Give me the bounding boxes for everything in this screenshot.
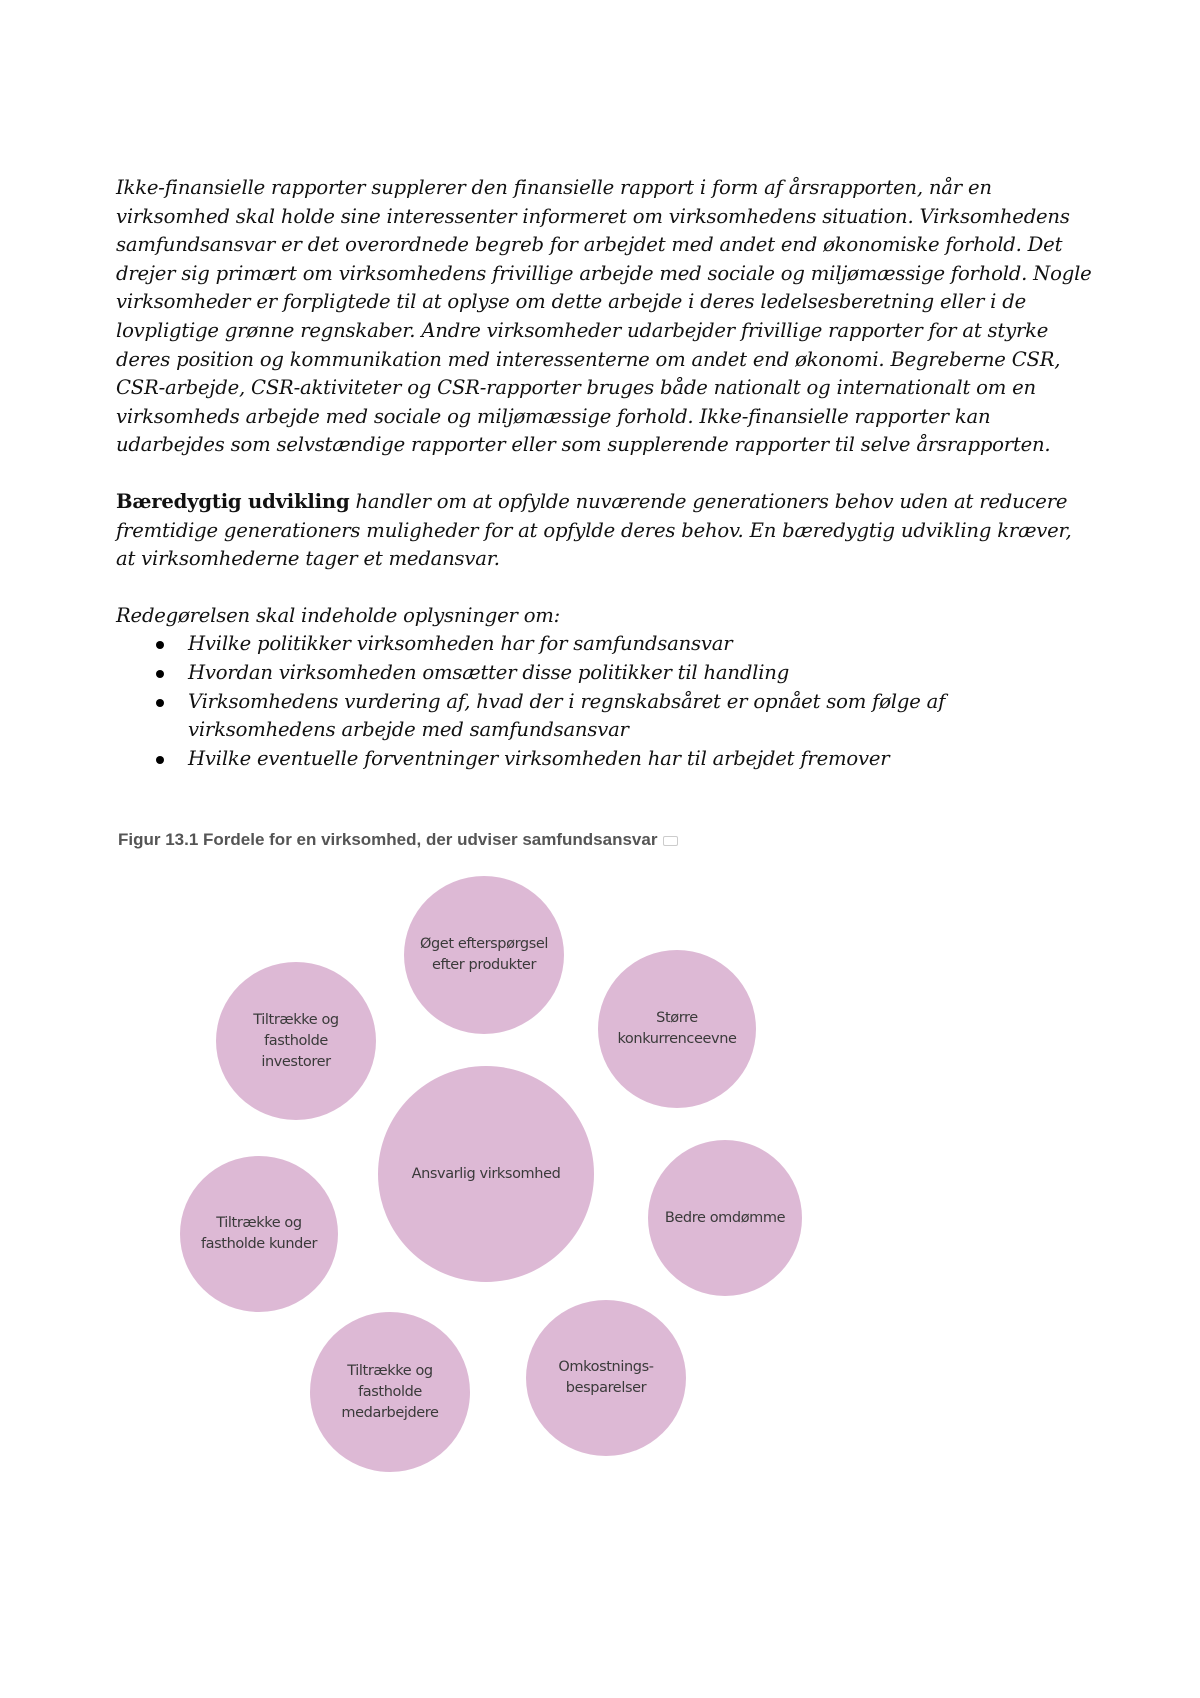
benefit-circle-employees	[310, 1312, 470, 1472]
document-body	[116, 174, 1096, 773]
list-item-text: Hvilke politikker virksomheden har for samfundsansvar	[188, 632, 733, 656]
benefit-label: Større konkurrenceevne	[617, 1010, 737, 1047]
benefit-circle-cost-savings	[526, 1300, 686, 1456]
benefit-label: Tiltrække og fastholde kunder	[200, 1215, 318, 1252]
list-item	[188, 659, 1096, 688]
requirements-list	[116, 630, 1096, 773]
list-item	[188, 688, 1096, 745]
bullet-icon	[156, 641, 164, 649]
figure-caption	[118, 830, 678, 850]
intro-paragraph: Ikke-finansielle rapporter supplerer den finansielle rapport i form af årsrapporten, når en virksomhed skal holde sine interessenter informeret om virksomhedens situation. Virksomhedens samfundsansvar er det overordnede begreb for arbejdet med andet end økonomiske forhold. Det drejer sig primært om virksomhedens frivillige arbejde med sociale og miljømæssige forhold. Nogle virksomheder er forpligtede til at oplyse om dette arbejde i deres ledelsesberetning eller i de lovpligtige grønne regnskaber. Andre virksomheder udarbejder frivillige rapporter for at styrke deres position og kommunikation med interessenterne om andet end økonomi. Begreberne CSR, CSR-arbejde, CSR-aktiviteter og CSR-rapporter bruges både nationalt og internationalt om en virksomheds arbejde med sociale og miljømæssige forhold. Ikke-finansielle rapporter kan udarbejdes som selvstændige rapporter eller som supplerende rapporter til selve årsrapporten.	[116, 176, 1092, 457]
benefit-circle-customers	[180, 1156, 338, 1312]
list-item	[188, 630, 1096, 659]
list-item-text: Hvilke eventuelle forventninger virksomheden har til arbejdet fremover	[188, 746, 890, 770]
benefit-circle-competitiveness	[598, 950, 756, 1108]
list-item-text: Virksomhedens vurdering af, hvad der i regnskabsåret er opnået som følge af virksomhedens arbejde med samfundsansvar	[188, 689, 946, 742]
bullet-icon	[156, 670, 164, 678]
caption-link-icon	[663, 836, 678, 846]
bullet-icon	[156, 756, 164, 764]
bullet-icon	[156, 699, 164, 707]
sustainability-term: Bæredygtig udvikling	[116, 489, 350, 513]
sustainability-definition: handler om at opfylde nuværende generationers behov uden at reducere fremtidige generationers muligheder for at opfylde deres behov. En bæredygtig udvikling kræver, at virksomhederne tager et medansvar.	[116, 489, 1072, 571]
benefit-label: Bedre omdømme	[664, 1209, 786, 1226]
list-item	[188, 745, 1096, 774]
benefit-circle-reputation	[648, 1140, 802, 1296]
benefit-label: Tiltrække og fastholde medarbejdere	[341, 1362, 439, 1421]
center-circle-label: Ansvarlig virksomhed	[411, 1165, 561, 1182]
list-intro: Redegørelsen skal indeholde oplysninger om:	[116, 603, 561, 627]
list-item-text: Hvordan virksomheden omsætter disse politikker til handling	[188, 660, 790, 684]
benefit-circle-investors	[216, 962, 376, 1120]
benefit-label: Øget efterspørgsel efter produkter	[419, 936, 548, 973]
sustainability-paragraph	[116, 488, 1096, 574]
benefit-circle-demand	[404, 876, 564, 1034]
benefit-label: Tiltrække og fastholde investorer	[253, 1011, 339, 1070]
figure-caption-text: Figur 13.1 Fordele for en virksomhed, der udviser samfundsansvar	[118, 830, 658, 849]
center-circle	[378, 1066, 594, 1282]
benefit-label: Omkostnings-besparelser	[558, 1359, 654, 1396]
